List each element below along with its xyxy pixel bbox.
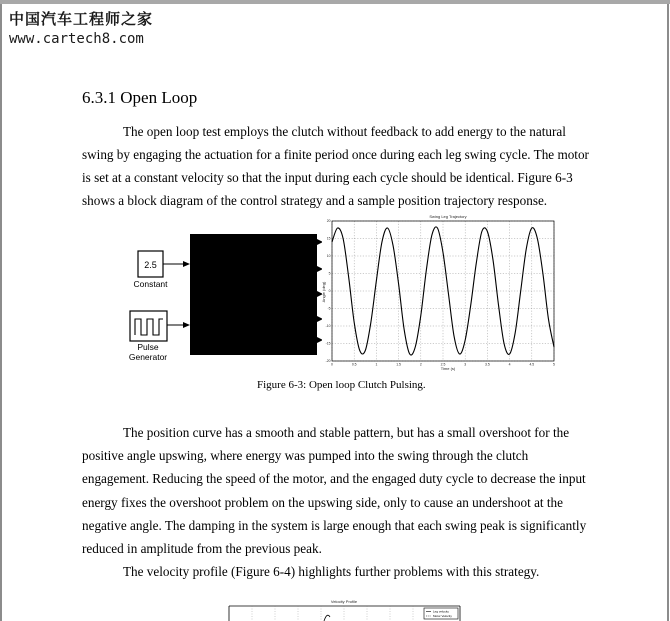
x-tick-label: 4.5	[529, 362, 535, 367]
paragraph-line: positive angle upswing, where energy was pumped into the swing through the clutch	[82, 448, 529, 464]
y-tick-label: 15	[326, 236, 331, 241]
arrow-icon	[183, 322, 190, 328]
plot-background	[322, 212, 554, 372]
pulse-generator-block	[130, 311, 167, 341]
paragraph-2	[82, 421, 598, 560]
plot-ylabel: Angle (deg)	[321, 281, 326, 303]
paragraph-line: energy fixes the overshoot problem on the upswing side, only to cause an undershoot at the	[82, 494, 563, 510]
watermark-url: www.cartech8.com	[9, 31, 144, 47]
legend-entry-leg: Leg velocity	[433, 609, 449, 614]
x-tick-label: 4	[508, 362, 511, 367]
x-tick-label: 1.5	[396, 362, 401, 367]
pulse-label-1: Pulse	[137, 342, 159, 352]
arrow-icon	[183, 261, 190, 267]
paragraph-line: The position curve has a smooth and stable pattern, but has a small overshoot for the	[123, 425, 570, 440]
x-tick-label: 2	[419, 362, 422, 367]
subsystem-block	[190, 234, 317, 355]
velocity-series-fragment	[324, 615, 330, 621]
section-heading: 6.3.1 Open Loop	[82, 88, 198, 107]
legend-entry-motor: Motor Velocity	[433, 614, 452, 618]
y-tick-label: 5	[328, 271, 331, 276]
viewer-top-edge	[0, 0, 670, 4]
paragraph-line: is set at a constant velocity so that the input during each cycle should be identical. Figure 6-3	[82, 170, 573, 185]
y-tick-label: -20	[325, 359, 331, 364]
x-tick-label: 2.5	[440, 362, 446, 367]
y-tick-label: 10	[326, 254, 331, 259]
x-tick-label: 1	[375, 362, 378, 367]
paragraph-line: engagement. Reducing the speed of the motor, and the engaged duty cycle to decrease the input	[82, 471, 586, 487]
page-left-border	[0, 4, 2, 621]
constant-label: Constant	[133, 279, 168, 289]
paragraph-line: The velocity profile (Figure 6-4) highlights further problems with this strategy.	[123, 564, 540, 579]
paragraph-line: shows a block diagram of the control strategy and a sample position trajectory response.	[82, 193, 548, 208]
page-right-border	[667, 4, 669, 621]
x-tick-label: 0	[331, 362, 333, 367]
x-tick-label: 3	[464, 362, 467, 367]
figure-caption: Figure 6-3: Open loop Clutch Pulsing.	[257, 379, 426, 391]
y-tick-label: 20	[326, 219, 331, 224]
x-tick-label: 5	[553, 362, 555, 367]
paragraph-3	[82, 560, 598, 583]
pulse-label-2: Generator	[128, 352, 168, 362]
y-tick-label: -10	[325, 324, 331, 329]
plot-title: Swing Leg Trajectory	[429, 214, 467, 219]
paragraph-1	[82, 120, 598, 212]
y-tick-label: 0	[328, 289, 331, 294]
paragraph-line: negative angle. The damping in the system is large enough that each swing peak is significantly	[82, 517, 587, 533]
y-tick-label: -15	[325, 341, 331, 346]
paragraph-line: swing by engaging the actuation for a finite period once during each leg swing cycle. The motor	[82, 147, 589, 162]
constant-value: 2.5	[144, 260, 157, 270]
watermark-title: 中国汽车工程师之家	[9, 10, 154, 28]
y-tick-label: -5	[327, 306, 331, 311]
block-diagram	[121, 227, 326, 369]
plot-xlabel: Time (s)	[440, 366, 456, 371]
x-tick-label: 0.5	[351, 362, 357, 367]
velocity-plot-partial	[224, 598, 466, 621]
paragraph-line: reduced in amplitude from the previous peak.	[82, 541, 322, 557]
velocity-plot-title: Velocity Profile	[330, 599, 358, 604]
x-tick-label: 3.5	[485, 362, 490, 367]
trajectory-plot	[322, 212, 554, 372]
paragraph-line: The open loop test employs the clutch without feedback to add energy to the natural	[123, 124, 566, 139]
